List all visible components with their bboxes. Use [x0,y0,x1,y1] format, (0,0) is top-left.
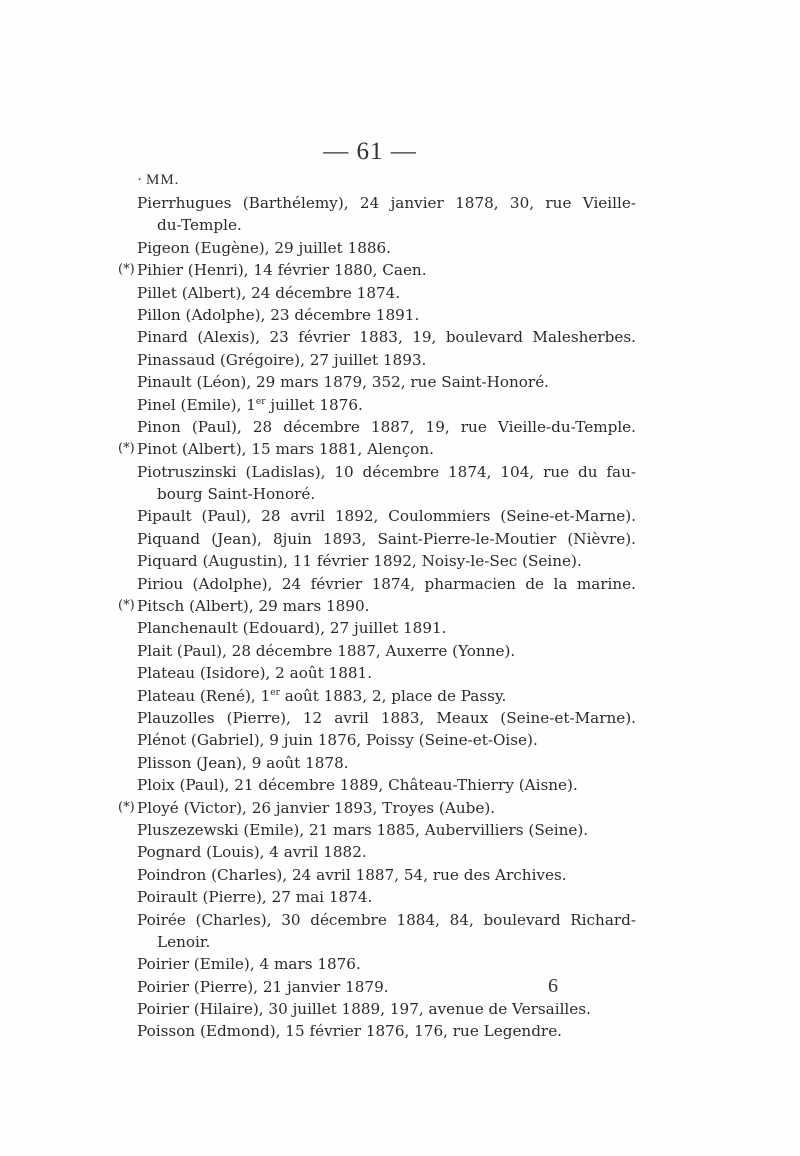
entry-text: Poirier (Hilaire), 30 juillet 1889, 197, avenue de Versailles. [137,1000,591,1019]
list-item [0,976,800,998]
entry-text: Pluszezewski (Emile), 21 mars 1885, Aubervilliers (Seine). [137,820,589,839]
entry-text: Pitsch (Albert), 29 mars 1890. [137,597,370,616]
entry-text: Plateau (René), 1er août 1883, 2, place de Passy. [137,686,507,705]
section-heading [137,172,180,189]
entry-text: Pigeon (Eugène), 29 juillet 1886. [137,238,392,257]
list-item [0,707,800,729]
entry-marker: (*) [118,262,135,278]
entry-text: Pognard (Louis), 4 avril 1882. [137,843,367,862]
entry-text: Ployé (Victor), 26 janvier 1893, Troyes (Aube). [137,798,496,817]
entry-marker: (*) [118,799,135,815]
entry-text: Lenoir. [157,932,211,951]
list-item [0,685,800,707]
entry-text: Plénot (Gabriel), 9 juin 1876, Poissy (Seine-et-Oise). [137,731,538,750]
list-item [0,483,800,505]
list-item [0,192,800,214]
list-item [0,349,800,371]
heading-text: MM. [146,172,180,188]
entry-text: bourg Saint-Honoré. [157,485,316,504]
entry-list [0,192,800,1043]
entry-text: Plauzolles (Pierre), 12 avril 1883, Meaux (Seine-et-Marne). [137,708,636,727]
entry-text: Piquard (Augustin), 11 février 1892, Noisy-le-Sec (Seine). [137,552,582,571]
list-item [0,752,800,774]
entry-text: Poirée (Charles), 30 décembre 1884, 84, boulevard Richard- [137,910,636,929]
list-item [0,438,800,460]
list-item [0,326,800,348]
list-item [0,259,800,281]
list-item [0,841,800,863]
entry-text: Piotruszinski (Ladislas), 10 décembre 1874, 104, rue du fau- [137,462,636,481]
list-item [0,573,800,595]
entry-text: Plait (Paul), 28 décembre 1887, Auxerre (Yonne). [137,641,516,660]
list-item [0,819,800,841]
list-item [0,394,800,416]
list-item [0,237,800,259]
entry-text: Poindron (Charles), 24 avril 1887, 54, rue des Archives. [137,865,567,884]
list-item [0,617,800,639]
list-item [0,931,800,953]
list-item [0,953,800,975]
entry-text: Pinel (Emile), 1er juillet 1876. [137,395,363,414]
entry-text: Poirier (Pierre), 21 janvier 1879. [137,977,389,996]
list-item [0,595,800,617]
entry-text: Pillet (Albert), 24 décembre 1874. [137,283,401,302]
list-item [0,774,800,796]
list-item [0,550,800,572]
list-item [0,304,800,326]
entry-text: Planchenault (Edouard), 27 juillet 1891. [137,619,447,638]
entry-text: Pierrhugues (Barthélemy), 24 janvier 1878, 30, rue Vieille- [137,194,636,212]
list-item [0,998,800,1020]
entry-marker: (*) [118,441,135,457]
entry-text: Pinard (Alexis), 23 février 1883, 19, boulevard Malesherbes. [137,328,636,347]
heading-marker: · [137,172,143,188]
list-item [0,416,800,438]
entry-text: Pinault (Léon), 29 mars 1879, 352, rue Saint-Honoré. [137,373,550,392]
list-item [0,528,800,550]
list-item [0,461,800,483]
page-number: — 61 — [323,138,417,165]
signature-mark: 6 [548,975,558,997]
entry-text: Pillon (Adolphe), 23 décembre 1891. [137,305,420,324]
entry-text: Plisson (Jean), 9 août 1878. [137,753,349,772]
list-item [0,797,800,819]
list-item [0,1020,800,1042]
list-item [0,864,800,886]
list-item [0,371,800,393]
list-item [0,909,800,931]
list-item [0,282,800,304]
entry-text: Pihier (Henri), 14 février 1880, Caen. [137,261,427,280]
entry-text: Pinon (Paul), 28 décembre 1887, 19, rue Vieille-du-Temple. [137,417,636,436]
entry-text: Ploix (Paul), 21 décembre 1889, Château-Thierry (Aisne). [137,776,578,795]
list-item [0,662,800,684]
entry-text: du-Temple. [157,216,242,235]
entry-marker: (*) [118,598,135,614]
list-item [0,505,800,527]
entry-text: Piquand (Jean), 8juin 1893, Saint-Pierre-le-Moutier (Nièvre). [137,529,636,548]
list-item [0,886,800,908]
list-item [0,729,800,751]
entry-text: Pipault (Paul), 28 avril 1892, Coulommiers (Seine-et-Marne). [137,507,636,526]
entry-text: Plateau (Isidore), 2 août 1881. [137,664,373,683]
entry-text: Poisson (Edmond), 15 février 1876, 176, rue Legendre. [137,1022,563,1041]
list-item [0,640,800,662]
list-item [0,214,800,236]
entry-text: Poirier (Emile), 4 mars 1876. [137,955,361,974]
entry-text: Pinot (Albert), 15 mars 1881, Alençon. [137,440,434,459]
entry-text: Piriou (Adolphe), 24 février 1874, pharmacien de la marine. [137,574,636,593]
entry-text: Pinassaud (Grégoire), 27 juillet 1893. [137,350,427,369]
entry-text: Poirault (Pierre), 27 mai 1874. [137,888,373,907]
